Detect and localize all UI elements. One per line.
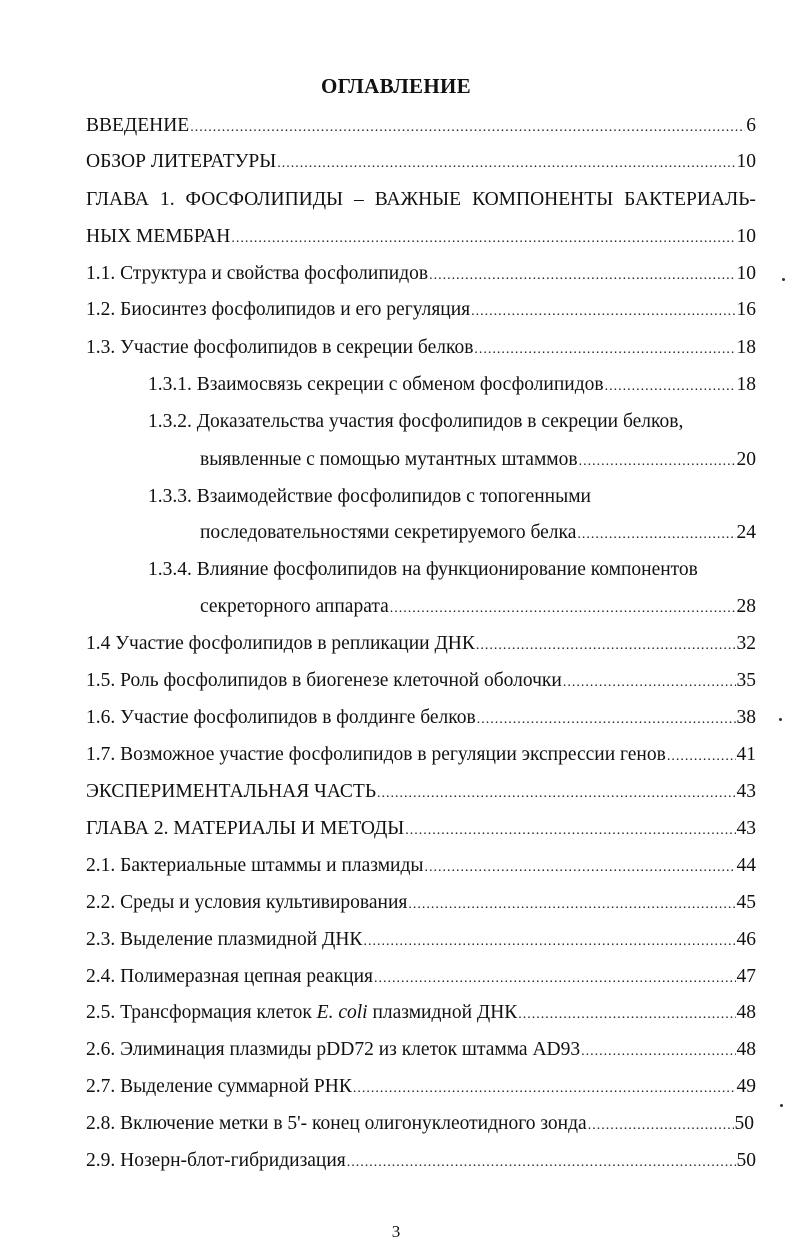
toc-entry-chapter1-line2[interactable] (86, 225, 756, 251)
toc-entry-text: ГЛАВА 2. МАТЕРИАЛЫ И МЕТОДЫ (86, 818, 405, 839)
toc-entry-page: 28 (736, 596, 756, 617)
toc-entry-text: 2.6. Элиминация плазмиды pDD72 из клеток штамма AD93 (86, 1039, 581, 1060)
toc-entry-text: секреторного аппарата (200, 596, 389, 617)
dot-leader (577, 523, 735, 547)
heading-word: КОМПОНЕНТЫ (472, 189, 614, 210)
toc-entry-1-3-4-line2[interactable] (200, 595, 756, 621)
toc-entry-2-3[interactable] (86, 928, 756, 954)
toc-entry-page: 44 (736, 855, 756, 876)
toc-entry-1-6[interactable] (86, 706, 756, 732)
toc-entry-introduction[interactable] (86, 114, 756, 140)
toc-entry-page: 43 (736, 818, 756, 839)
toc-entry-text: 2.2. Среды и условия культивирования (86, 892, 408, 913)
toc-entry-chapter1-line1[interactable] (86, 188, 756, 212)
heading-word: ФОСФОЛИПИДЫ (185, 189, 344, 210)
toc-entry-page: 41 (736, 744, 756, 765)
toc-entry-page: 6 (746, 115, 756, 136)
toc-entry-2-7[interactable] (86, 1075, 756, 1101)
scan-speck (779, 718, 782, 721)
dot-leader (408, 893, 735, 917)
toc-entry-2-8[interactable] (86, 1112, 754, 1138)
toc-entry-text: выявленные с помощью мутантных штаммов (200, 449, 578, 470)
toc-entry-text: ВВЕДЕНИЕ (86, 115, 190, 136)
scan-speck (782, 278, 785, 281)
toc-entry-1-3-1[interactable] (148, 373, 756, 399)
toc-entry-text: 2.4. Полимеразная цепная реакция (86, 966, 373, 987)
toc-entry-2-5[interactable] (86, 1001, 756, 1027)
dot-leader (474, 338, 735, 362)
toc-entry-page: 16 (736, 299, 756, 320)
dot-leader (667, 745, 736, 769)
dot-leader (374, 967, 736, 991)
toc-entry-1-3-4-line1[interactable]: 1.3.4. Влияние фосфолипидов на функционирование компонентов (148, 559, 698, 580)
dot-leader (581, 1040, 735, 1064)
toc-entry-page: 47 (736, 966, 756, 987)
toc-entry-1-3-2-line2[interactable] (200, 448, 756, 474)
toc-entry-page: 10 (736, 226, 756, 247)
toc-entry-page: 10 (736, 263, 756, 284)
toc-entry-1-3-3-line2[interactable] (200, 521, 756, 547)
heading-word: 1. (159, 189, 175, 210)
toc-entry-text: 1.5. Роль фосфолипидов в биогенезе клеточной оболочки (86, 670, 562, 691)
dot-leader (353, 1077, 736, 1101)
toc-title: ОГЛАВЛЕНИЕ (321, 74, 471, 98)
toc-entry-text: 1.7. Возможное участие фосфолипидов в регуляции экспрессии генов (86, 744, 666, 765)
dot-leader (190, 116, 745, 140)
dot-leader (477, 708, 736, 732)
heading-word: БАКТЕРИАЛЬ- (624, 189, 756, 210)
toc-entry-text-b: плазмидной ДНК (367, 1002, 518, 1023)
toc-entry-1-2[interactable] (86, 298, 756, 324)
dot-leader (476, 634, 736, 658)
toc-entry-1-3-3-line1[interactable]: 1.3.3. Взаимодействие фосфолипидов с топогенными (148, 486, 591, 507)
scan-speck (780, 1104, 783, 1107)
toc-entry-2-9[interactable] (86, 1149, 756, 1175)
toc-entry-page: 50 (736, 1150, 756, 1171)
dot-leader (277, 152, 735, 176)
toc-entry-1-1[interactable] (86, 262, 756, 288)
dot-leader (471, 300, 735, 324)
toc-entry-text: 2.9. Нозерн-блот-гибридизация (86, 1150, 346, 1171)
toc-entry-page: 43 (736, 781, 756, 802)
toc-entry-text: 1.3. Участие фосфолипидов в секреции белков (86, 337, 474, 358)
toc-entry-text: последовательностями секретируемого белка (200, 522, 577, 543)
toc-entry-literature-review[interactable] (86, 150, 756, 176)
toc-entry-1-3[interactable] (86, 336, 756, 362)
dot-leader (605, 375, 736, 399)
toc-entry-page: 50 (734, 1113, 754, 1134)
dot-leader (231, 227, 735, 251)
dot-leader (347, 1151, 736, 1175)
dot-leader (377, 782, 735, 806)
toc-entry-text: ЭКСПЕРИМЕНТАЛЬНАЯ ЧАСТЬ (86, 781, 377, 802)
heading-word: ВАЖНЫЕ (374, 189, 462, 210)
toc-entry-text: 2.1. Бактериальные штаммы и плазмиды (86, 855, 424, 876)
toc-entry-text: 2.7. Выделение суммарной РНК (86, 1076, 352, 1097)
toc-entry-text: 1.3.1. Взаимосвязь секреции с обменом фосфолипидов (148, 374, 604, 395)
dot-leader (363, 930, 735, 954)
toc-entry-experimental[interactable] (86, 780, 756, 806)
toc-entry-2-4[interactable] (86, 965, 756, 991)
toc-entry-2-6[interactable] (86, 1038, 756, 1064)
toc-entry-text: 1.6. Участие фосфолипидов в фолдинге белков (86, 707, 476, 728)
toc-entry-text: 1.1. Структура и свойства фосфолипидов (86, 263, 429, 284)
toc-entry-text: 2.8. Включение метки в 5'- конец олигонуклеотидного зонда (86, 1113, 587, 1134)
dot-leader (390, 597, 736, 621)
toc-entry-text-a: 2.5. Трансформация клеток (86, 1002, 317, 1023)
toc-entry-page: 38 (736, 707, 756, 728)
toc-entry-chapter2[interactable] (86, 817, 756, 843)
dot-leader (429, 264, 735, 288)
toc-entry-page: 35 (736, 670, 756, 691)
toc-entry-text: НЫХ МЕМБРАН (86, 226, 231, 247)
organism-name: E. coli (316, 1002, 368, 1023)
dot-leader (563, 671, 736, 695)
toc-entry-page: 18 (736, 337, 756, 358)
toc-entry-1-3-2-line1[interactable]: 1.3.2. Доказательства участия фосфолипидов в секреции белков, (148, 411, 684, 432)
toc-entry-page: 32 (736, 633, 756, 654)
toc-entry-page: 48 (736, 1039, 756, 1060)
toc-entry-1-5[interactable] (86, 669, 756, 695)
toc-entry-1-4[interactable] (86, 632, 756, 658)
toc-entry-page: 18 (736, 374, 756, 395)
toc-entry-2-1[interactable] (86, 854, 756, 880)
toc-entry-text (86, 1001, 517, 1025)
dot-leader (405, 819, 735, 843)
toc-entry-page: 46 (736, 929, 756, 950)
dot-leader (425, 856, 736, 880)
toc-entry-page: 20 (736, 449, 756, 470)
dot-leader (518, 1003, 735, 1027)
dot-leader (588, 1114, 734, 1138)
toc-entry-text: 2.3. Выделение плазмидной ДНК (86, 929, 363, 950)
heading-word: – (354, 189, 364, 210)
toc-entry-page: 48 (736, 1002, 756, 1023)
toc-entry-page: 49 (736, 1076, 756, 1097)
dot-leader (579, 450, 736, 474)
toc-entry-1-7[interactable] (86, 743, 756, 769)
toc-entry-page: 24 (736, 522, 756, 543)
toc-entry-text: 1.4 Участие фосфолипидов в репликации ДНК (86, 633, 475, 654)
toc-entry-2-2[interactable] (86, 891, 756, 917)
toc-entry-page: 45 (736, 892, 756, 913)
heading-word: ГЛАВА (86, 189, 149, 210)
toc-entry-text: ОБЗОР ЛИТЕРАТУРЫ (86, 151, 277, 172)
page-number: 3 (391, 1222, 401, 1241)
toc-entry-text: 1.2. Биосинтез фосфолипидов и его регуляция (86, 299, 471, 320)
toc-entry-page: 10 (736, 151, 756, 172)
